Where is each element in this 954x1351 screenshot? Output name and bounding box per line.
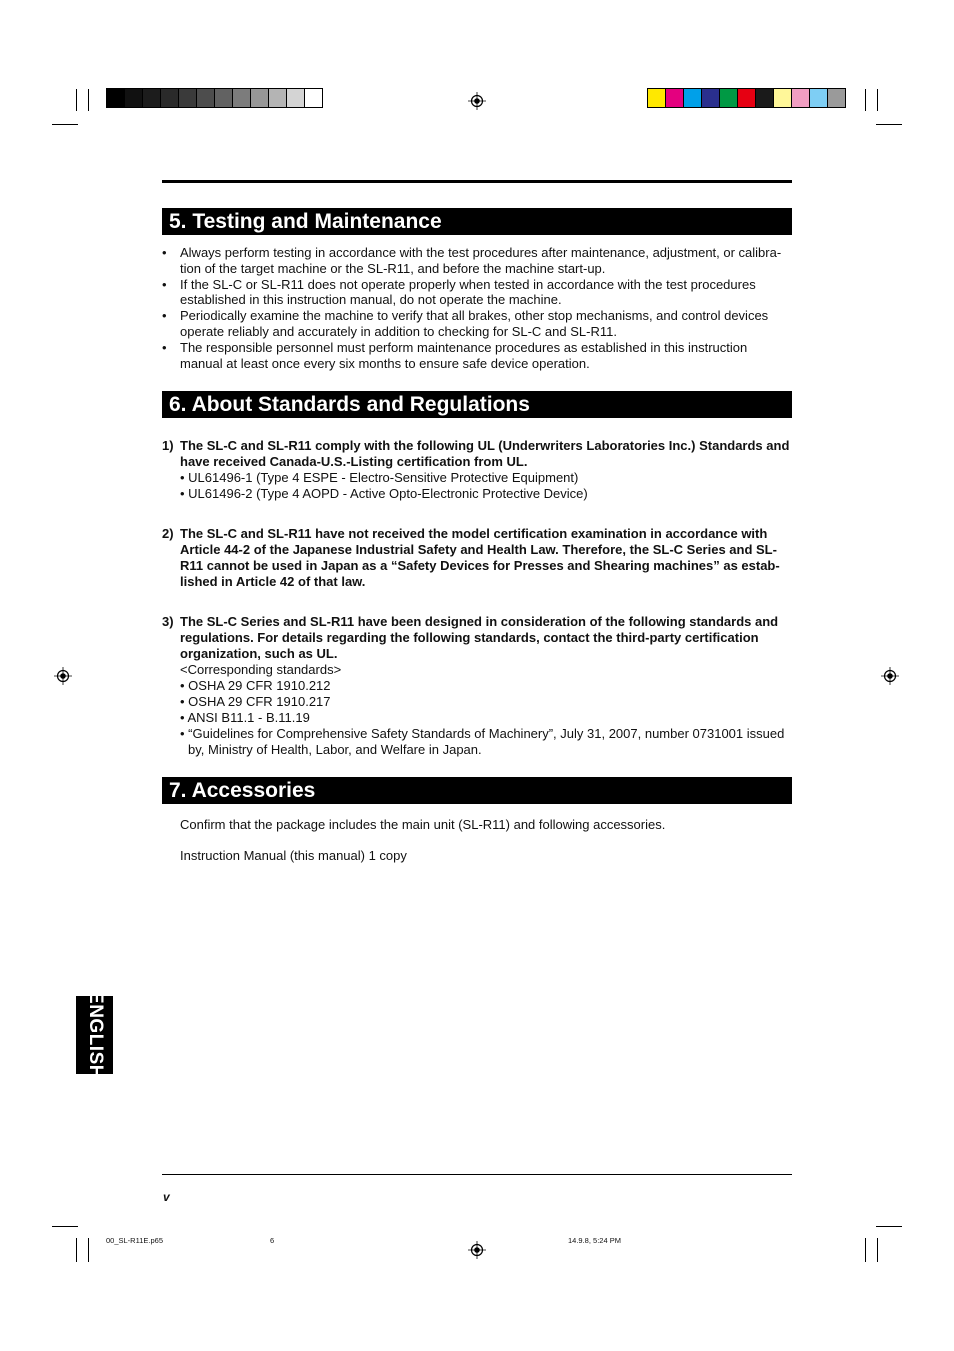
color-swatch (810, 89, 828, 107)
color-swatch (251, 89, 269, 107)
color-swatch (143, 89, 161, 107)
slug-filename: 00_SL-R11E.p65 (106, 1236, 163, 1245)
item-sublist (162, 470, 792, 502)
color-swatch (125, 89, 143, 107)
color-swatch-bar (647, 88, 846, 108)
registration-mark-icon (881, 667, 899, 685)
color-swatch (233, 89, 251, 107)
item-lead: The SL-C and SL-R11 have not received the model certification examination in accordance with Article 44-2 of the Japanese Industrial Safety and Health Law. Therefore, the SL-C Series and SL-R11 cannot be used in Japan as a “Safety Devices for Presses and Shearing machines” as estab-lished in Article 42 of that law. (180, 526, 780, 589)
color-swatch (828, 89, 845, 107)
item-sublist (162, 662, 792, 758)
registration-mark-icon (468, 92, 486, 110)
color-swatch (215, 89, 233, 107)
color-swatch (792, 89, 810, 107)
registration-mark-icon (468, 1241, 486, 1259)
item-lead: The SL-C and SL-R11 comply with the following UL (Underwriters Laboratories Inc.) Standards and have received Canada-U.S.-Listing certification from UL. (180, 438, 790, 469)
color-swatch (738, 89, 756, 107)
bottom-rule (162, 1174, 792, 1175)
gray-swatch-bar (106, 88, 323, 108)
accessories-intro: Confirm that the package includes the main unit (SL-R11) and following accessories. (180, 817, 666, 832)
list-item: • The responsible personnel must perform maintenance procedures as established in this instruction manual at least once every six months to ensure safe device operation. (162, 340, 792, 372)
list-item: • If the SL-C or SL-R11 does not operate properly when tested in accordance with the test procedures established in this instruction manual, do not operate the machine. (162, 277, 792, 309)
color-swatch (269, 89, 287, 107)
color-swatch (702, 89, 720, 107)
testing-bullet-list (162, 245, 792, 371)
item-number: 2) (162, 526, 174, 541)
page-number: v (163, 1190, 170, 1204)
color-swatch (179, 89, 197, 107)
list-item: • OSHA 29 CFR 1910.217 (180, 694, 331, 709)
section-heading-testing: 5. Testing and Maintenance (162, 208, 792, 235)
color-swatch (774, 89, 792, 107)
standards-item-1 (162, 438, 792, 502)
top-rule (162, 180, 792, 183)
list-item: • “Guidelines for Comprehensive Safety Standards of Machinery”, July 31, 2007, number 0731001 issued by, Ministry of Health, Labor, and Welfare in Japan. (180, 726, 785, 757)
slug-page: 6 (270, 1236, 275, 1245)
list-item: • OSHA 29 CFR 1910.212 (180, 678, 331, 693)
section-heading-accessories: 7. Accessories (162, 777, 792, 804)
color-swatch (666, 89, 684, 107)
section-heading-standards: 6. About Standards and Regulations (162, 391, 792, 418)
color-swatch (684, 89, 702, 107)
slug-date: 14.9.8, 5:24 PM (568, 1236, 621, 1245)
color-swatch (305, 89, 322, 107)
list-item: • UL61496-1 (Type 4 ESPE - Electro-Sensitive Protective Equipment) (180, 470, 579, 485)
color-swatch (648, 89, 666, 107)
color-swatch (720, 89, 738, 107)
language-tab (76, 991, 113, 1079)
item-number: 3) (162, 614, 174, 629)
list-item: • Always perform testing in accordance with the test procedures after maintenance, adjustment, or calibra-tion of the target machine or the SL-R11, and before the machine start-up. (162, 245, 792, 277)
language-tab-label: ENGLISH (84, 991, 106, 1079)
item-number: 1) (162, 438, 174, 453)
standards-item-2 (162, 526, 792, 590)
color-swatch (107, 89, 125, 107)
color-swatch (756, 89, 774, 107)
color-swatch (287, 89, 305, 107)
item-lead: The SL-C Series and SL-R11 have been designed in consideration of the following standards and regulations. For details regarding the following standards, contact the third-party certification organization, such as UL. (180, 614, 779, 661)
accessories-item: Instruction Manual (this manual) 1 copy (180, 848, 407, 863)
list-item: • UL61496-2 (Type 4 AOPD - Active Opto-Electronic Protective Device) (180, 486, 588, 501)
list-item: • Periodically examine the machine to verify that all brakes, other stop mechanisms, and control devices operate reliably and accurately in addition to checking for SL-C and SL-R11. (162, 308, 792, 340)
standards-item-3 (162, 614, 792, 758)
registration-mark-icon (54, 667, 72, 685)
list-item: <Corresponding standards> (180, 662, 342, 677)
color-swatch (161, 89, 179, 107)
color-swatch (197, 89, 215, 107)
list-item: • ANSI B11.1 - B.11.19 (180, 710, 310, 725)
